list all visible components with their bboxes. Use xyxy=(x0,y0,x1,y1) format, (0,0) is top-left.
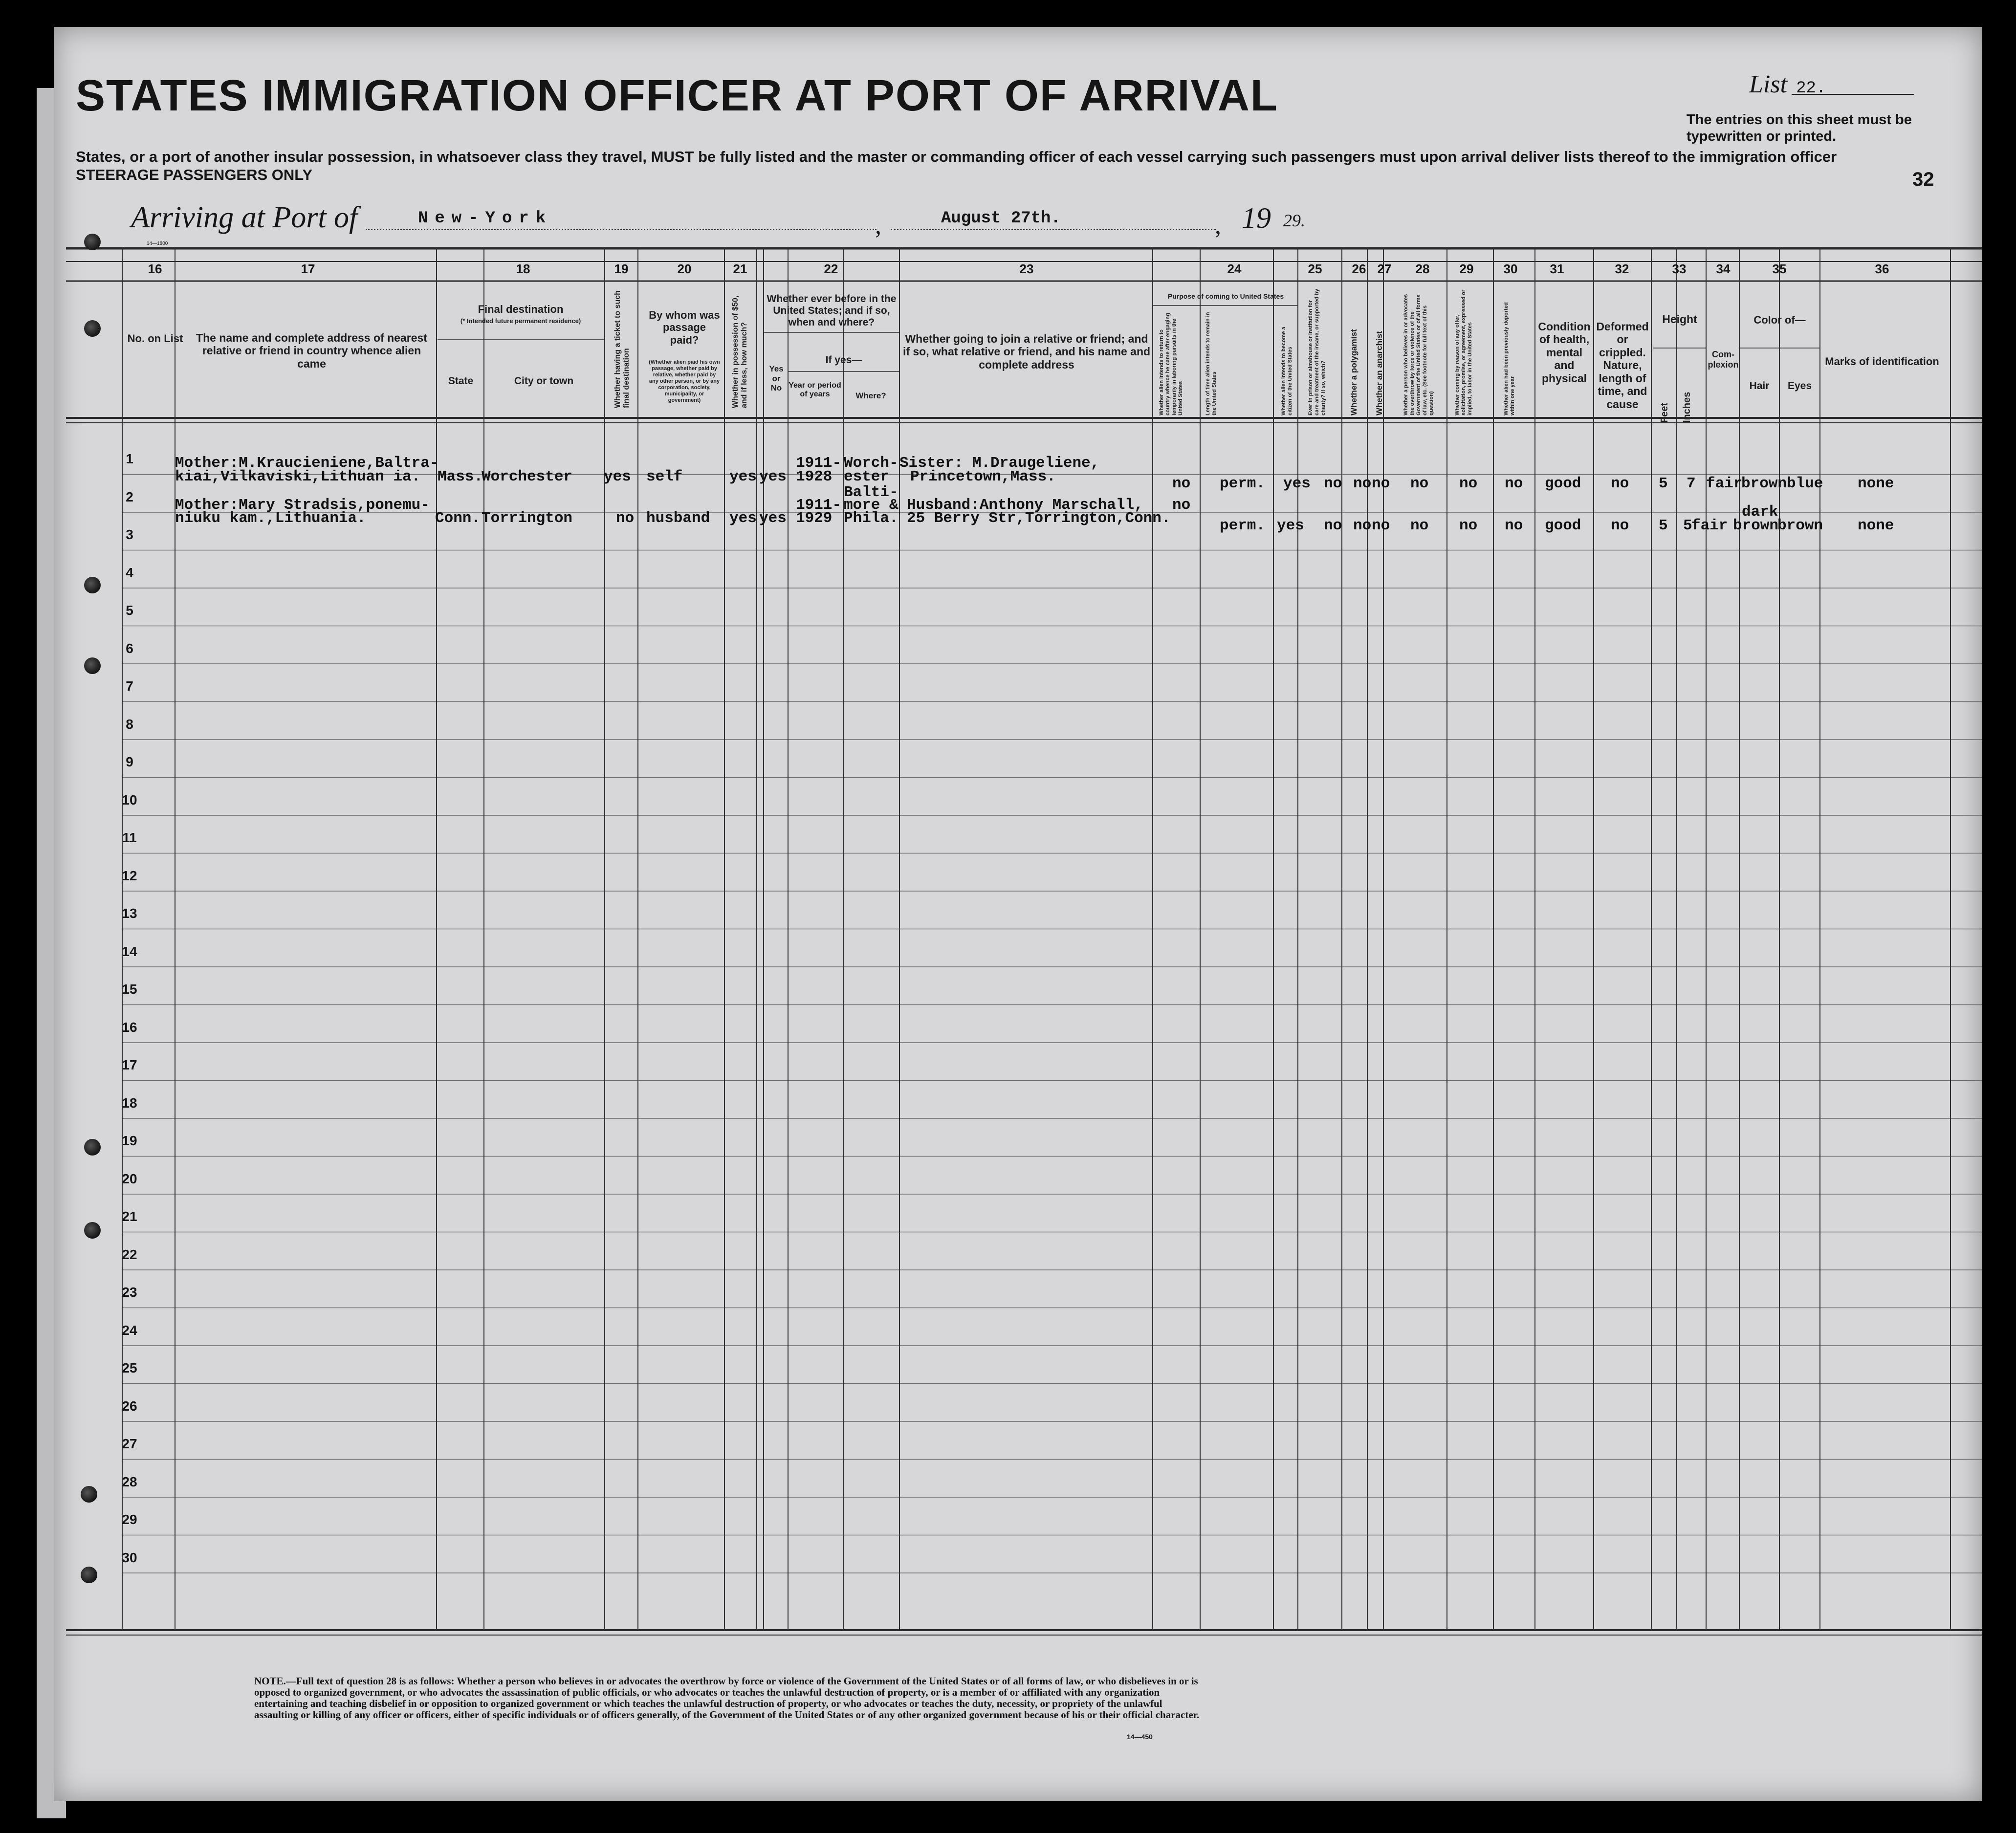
row1-q29: no xyxy=(1459,475,1478,492)
row1-citizen: yes xyxy=(1283,475,1311,492)
row2-length: perm. xyxy=(1220,517,1266,534)
row2-anarchist: no xyxy=(1372,517,1390,534)
col-25-number: 25 xyxy=(1308,262,1322,276)
row2-where-line0: Balti- xyxy=(844,484,898,501)
arriving-label: Arriving at Port of xyxy=(131,201,358,234)
row-number: 22 xyxy=(122,1246,137,1262)
stamp: 14—1800 xyxy=(147,241,168,246)
row-number: 16 xyxy=(122,1019,137,1035)
row2-years-line1: 1911- xyxy=(796,497,842,514)
col-27-header: Whether an anarchist xyxy=(1375,331,1384,415)
binder-hole xyxy=(84,1139,101,1156)
row2-years-line2: 1929 xyxy=(796,510,833,527)
col-30-number: 30 xyxy=(1503,262,1518,276)
row1-health: good xyxy=(1545,475,1581,492)
col-24a-header: Whether alien intends to return to country whence he came after engaging temporarily in laboring pursuits in the United States xyxy=(1159,313,1183,415)
col-23-header: Whether going to join a relative or friend; and if so, what relative or friend, and his name and complete address xyxy=(902,332,1151,371)
row1-state: Mass. xyxy=(438,468,483,485)
col-19-number: 19 xyxy=(614,262,629,276)
col-33-number: 33 xyxy=(1672,262,1687,276)
row2-marks: none xyxy=(1858,517,1894,534)
row1-years-line1: 1911- xyxy=(796,455,842,472)
row2-where-line1: more & xyxy=(844,497,898,514)
row-number: 12 xyxy=(122,868,137,883)
row1-inches: 7 xyxy=(1687,475,1696,492)
col-18-state-header: State xyxy=(448,375,474,387)
row-number: 20 xyxy=(122,1171,137,1186)
row1-where-line1: Worch- xyxy=(844,455,898,472)
col-34-header: Com-plexion xyxy=(1708,349,1739,370)
col-30-header: Whether alien had been previously deported within one year xyxy=(1503,302,1515,415)
col-33-feet: Feet xyxy=(1659,402,1670,423)
col-28-header: Whether a person who believes in or advocates the overthrow by force or violence of the Government of the United States or of all forms of law, etc. (See footnote for full text of this question) xyxy=(1403,294,1434,415)
col-22-ifyes: If yes— xyxy=(825,354,862,366)
row1-polygamist: no xyxy=(1353,475,1372,492)
col-33-inches: Inches xyxy=(1682,392,1692,423)
row-number: 18 xyxy=(122,1095,137,1111)
col-22-yesno: Yes or No xyxy=(769,364,784,393)
row2-deformed: no xyxy=(1611,517,1629,534)
row1-paid-by: self xyxy=(646,468,683,485)
row1-ticket: yes xyxy=(604,468,631,485)
row2-ticket: no xyxy=(616,510,635,527)
col-18-number: 18 xyxy=(516,262,530,276)
row2-complexion: fair xyxy=(1691,517,1728,534)
col-31-header: Condition of health, mental and physical xyxy=(1538,320,1591,385)
row1-relative-line1: Mother:M.Kraucieniene,Baltra- xyxy=(175,455,439,472)
col-18-header: Final destination xyxy=(478,303,564,315)
col-18-city-header: City or town xyxy=(514,375,574,387)
row2-q30: no xyxy=(1505,517,1523,534)
col-35-hair: Hair xyxy=(1749,380,1770,392)
row1-money: yes xyxy=(729,468,757,485)
row-number: 5 xyxy=(126,603,133,618)
col-36-header: Marks of identification xyxy=(1825,355,1939,368)
col-17-header: The name and complete address of nearest relative or friend in country whence alien came xyxy=(196,331,427,370)
row2-inches: 5 xyxy=(1683,517,1692,534)
col-32-number: 32 xyxy=(1615,262,1629,276)
row2-hair: brown xyxy=(1733,517,1779,534)
footnote: NOTE.—Full text of question 28 is as follows: Whether a person who believes in or advocates the overthrow by force or violence of the Government of the United States or of all forms of law, or who disbelieves in or is opposed to organized government, or who advocates the assassination of public officials, or who advocates or teaches the unlawful destruction of property, or is a member of or affiliated with any organization entertaining and teaching disbelief in or opposition to organized government or which teaches the unlawful destruction of property, or who advocates or teaches the duty, necessity, or propriety of the unlawful assaulting or killing of any officer or officers, either of specific individuals or of officers generally, of the Government of the United States or of any other organized government because of his or their official character. xyxy=(254,1675,1200,1721)
row1-deformed: no xyxy=(1611,475,1629,492)
col-29-header: Whether coming by reason of any offer, solicitation, promise, or agreement, expressed or implied, to labor in the United States xyxy=(1454,289,1473,415)
row1-q30: no xyxy=(1505,475,1523,492)
col-18-subheader: (* Intended future permanent residence) xyxy=(460,317,581,325)
row2-state: Conn. xyxy=(435,510,481,527)
row-number: 17 xyxy=(122,1057,137,1072)
row-number: 2 xyxy=(126,489,133,504)
col-33-header: Height xyxy=(1662,313,1697,326)
col-25-header: Ever in prison or almshouse or institution for care and treatment of the insane, or supported by charity? If so, which? xyxy=(1308,288,1326,415)
col-24c-header: Whether alien intends to become a citizen of the United States xyxy=(1281,327,1293,415)
col-22-header: Whether ever before in the United States; and if so, when and where? xyxy=(767,293,897,328)
row-number: 15 xyxy=(122,982,137,997)
col-20-number: 20 xyxy=(677,262,692,276)
col-32-header: Deformed or crippled. Nature, length of time, and cause xyxy=(1596,320,1649,411)
row-number: 1 xyxy=(126,451,133,466)
col-28-number: 28 xyxy=(1415,262,1430,276)
row-number: 23 xyxy=(122,1285,137,1300)
row-number: 4 xyxy=(126,565,133,580)
row1-city: Worchester xyxy=(482,468,573,485)
year-value: 29. xyxy=(1283,211,1305,230)
row-number: 14 xyxy=(122,943,137,959)
row-number: 21 xyxy=(122,1209,137,1224)
row1-complexion: fair xyxy=(1706,475,1743,492)
col-35-eyes: Eyes xyxy=(1787,380,1812,392)
row1-marks: none xyxy=(1858,475,1894,492)
row2-where-line2: Phila. xyxy=(844,510,898,527)
col-24b-header: Length of time alien intends to remain in the United States xyxy=(1205,312,1217,415)
col-27-number: 27 xyxy=(1377,262,1392,276)
col-21-number: 21 xyxy=(733,262,747,276)
col-19-header: Whether having a ticket to such final destination xyxy=(614,290,631,408)
row-number: 7 xyxy=(126,678,133,694)
entries-note: The entries on this sheet must be typewritten or printed. xyxy=(1687,112,1912,144)
row2-polygamist: no xyxy=(1353,517,1372,534)
col-24-header: Purpose of coming to United States xyxy=(1167,292,1284,300)
col-35-number: 35 xyxy=(1772,262,1787,276)
row1-where-line2: ester xyxy=(844,468,890,485)
row-number: 30 xyxy=(122,1549,137,1565)
row2-money: yes xyxy=(729,510,757,527)
col-22-year: Year or period of years xyxy=(789,381,841,399)
binder-hole xyxy=(84,234,101,250)
law-paragraph: States, or a port of another insular possession, in whatsoever class they travel, MUST be fully listed and the master or commanding officer of each vessel carrying such passengers must upon arrival deliver lists thereof to the immigration officer xyxy=(76,148,1837,165)
row1-join-line2: Princetown,Mass. xyxy=(910,468,1056,485)
port-value: New-York xyxy=(418,209,553,228)
row1-anarchist: no xyxy=(1372,475,1390,492)
row1-feet: 5 xyxy=(1659,475,1668,492)
binder-hole xyxy=(84,1222,101,1239)
row-number: 26 xyxy=(122,1398,137,1414)
row-number: 24 xyxy=(122,1322,137,1338)
col-34-number: 34 xyxy=(1716,262,1731,276)
row-number: 13 xyxy=(122,906,137,921)
col-16-number: 16 xyxy=(148,262,162,276)
row-number: 10 xyxy=(122,792,137,807)
row1-prison: no xyxy=(1324,475,1342,492)
col-35-header: Color of— xyxy=(1753,314,1806,326)
col-22-number: 22 xyxy=(824,262,838,276)
row2-q28: no xyxy=(1410,517,1429,534)
row2-before: yes xyxy=(759,510,787,527)
col-22-where: Where? xyxy=(855,391,886,400)
col-36-number: 36 xyxy=(1875,262,1889,276)
date-value: August 27th. xyxy=(941,209,1061,228)
row2-prison: no xyxy=(1324,517,1342,534)
list-value: 22. xyxy=(1796,79,1826,98)
col-20-subheader: (Whether alien paid his own passage, whether paid by relative, whether paid by any other person, or by any corporation, society, municipality, or government) xyxy=(649,359,720,403)
row-number: 11 xyxy=(122,830,137,845)
row2-q29: no xyxy=(1459,517,1478,534)
col-20-header: By whom was passage paid? xyxy=(649,309,720,346)
binder-hole xyxy=(84,657,101,674)
comma: , xyxy=(1215,212,1221,240)
row-number: 8 xyxy=(126,716,133,732)
col-26-number: 26 xyxy=(1352,262,1366,276)
row2-city: Torrington xyxy=(482,510,573,527)
binder-hole xyxy=(84,577,101,593)
row2-join-line1: Husband:Anthony Marschall, xyxy=(907,497,1143,514)
row1-relative-line2: kiai,Vilkaviski,Lithuan ia. xyxy=(175,468,421,485)
row2-feet: 5 xyxy=(1659,517,1668,534)
row-number: 27 xyxy=(122,1436,137,1451)
row1-hair: brown xyxy=(1741,475,1787,492)
binder-hole xyxy=(81,1567,97,1583)
row2-hair-line1: dark xyxy=(1742,503,1778,521)
col-17-number: 17 xyxy=(301,262,315,276)
row-number: 9 xyxy=(126,754,133,769)
row1-length: perm. xyxy=(1220,475,1266,492)
row2-health: good xyxy=(1545,517,1581,534)
row-number: 3 xyxy=(126,527,133,542)
list-label: List xyxy=(1749,70,1788,98)
row-number: 25 xyxy=(122,1360,137,1375)
row2-join-line2: 25 Berry Str,Torrington,Conn. xyxy=(907,510,1171,527)
col-21-header: Whether in possession of $50, and if less, how much? xyxy=(731,295,748,408)
row2-paid-by: husband xyxy=(646,510,710,527)
row-number: 29 xyxy=(122,1512,137,1527)
col-16-header: No. on List xyxy=(127,332,183,345)
row-number: 28 xyxy=(122,1474,137,1489)
row1-before: yes xyxy=(759,468,787,485)
page-title: STATES IMMIGRATION OFFICER AT PORT OF ARRIVAL xyxy=(76,71,1278,120)
row-number: 19 xyxy=(122,1133,137,1148)
row2-relative-line1: Mother:Mary Stradsis,ponemu- xyxy=(175,497,430,514)
col-31-number: 31 xyxy=(1550,262,1564,276)
row1-years-line2: 1928 xyxy=(796,468,833,485)
col-26-header: Whether a polygamist xyxy=(1349,329,1359,415)
page-number: 32 xyxy=(1912,169,1934,190)
binder-hole xyxy=(81,1486,97,1503)
col-23-number: 23 xyxy=(1019,262,1034,276)
form-number: 14—450 xyxy=(1127,1733,1153,1741)
row1-return: no xyxy=(1172,475,1191,492)
row2-citizen: yes xyxy=(1277,517,1304,534)
comma: , xyxy=(875,212,881,240)
row2-eyes: brown xyxy=(1777,517,1823,534)
steerage-label: STEERAGE PASSENGERS ONLY xyxy=(76,166,313,183)
row1-q28: no xyxy=(1410,475,1429,492)
year-prefix: 19 xyxy=(1242,202,1271,234)
col-29-number: 29 xyxy=(1459,262,1474,276)
row1-join-line1: Sister: M.Draugeliene, xyxy=(899,455,1100,472)
row2-relative-line2: niuku kam.,Lithuania. xyxy=(175,510,366,527)
binder-hole xyxy=(84,320,101,337)
row-number: 6 xyxy=(126,640,133,656)
col-24-number: 24 xyxy=(1227,262,1242,276)
row2-return: no xyxy=(1172,497,1191,514)
row1-eyes: blue xyxy=(1787,475,1823,492)
